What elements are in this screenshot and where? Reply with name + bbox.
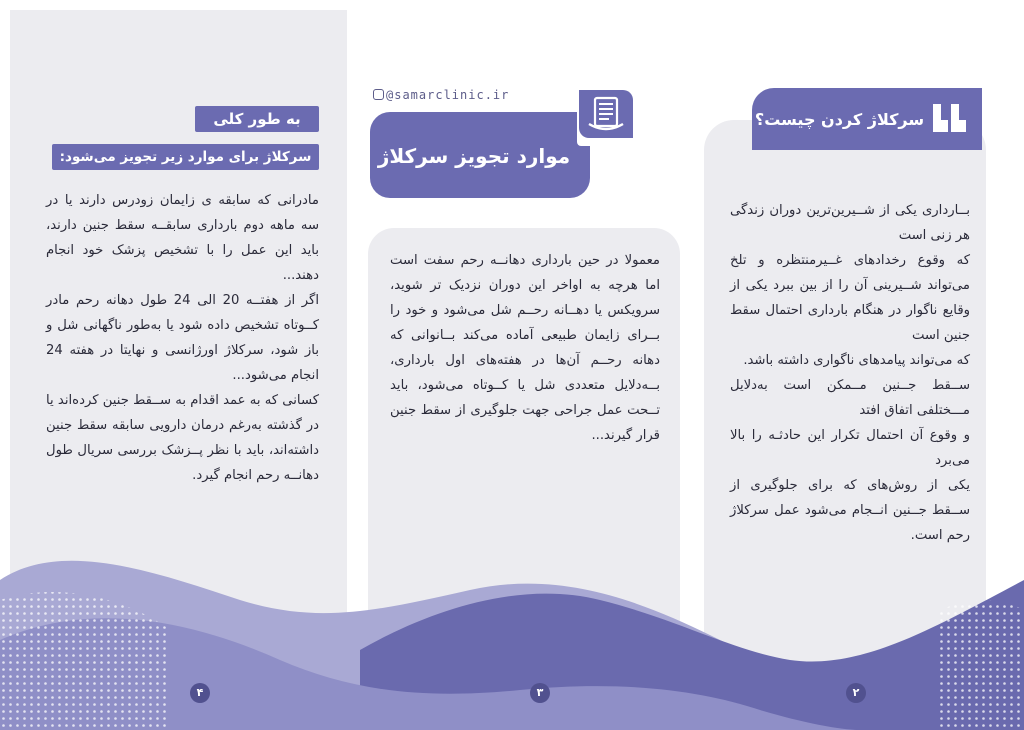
page-number-2: ۲ [846,683,866,703]
decorative-waves [0,540,1024,730]
document-report-icon [579,90,633,138]
instagram-handle: @samarclinic.ir [373,88,509,102]
right-paragraph-4: ســقط جــنین مــمکن است به‌دلایل مـــختلفی اتفاق افتد [730,378,970,418]
right-paragraph-5: و وقوع آن احتمال تکرار این حادثـه را بالا می‌برد [730,428,970,468]
left-heading-prescribed: سرکلاژ برای موارد زیر تجویز می‌شود: [52,144,319,170]
left-paragraph-2: اگر از هفتــه 20 الی 24 طول دهانه رحم مادر کــوتاه تشخیص داده شود یا به‌طور ناگهانی شل و باز شود، سرکلاژ اورژانسی و نهایتا در هفته 24 انجام می‌شود... [46,293,319,383]
left-heading-general: به طور کلی [195,106,319,132]
instagram-icon [373,89,384,100]
right-title: سرکلاژ کردن چیست؟ [754,110,925,129]
page-number-3: ۳ [530,683,550,703]
left-body-text [46,188,319,488]
right-paragraph-3: که می‌تواند پیامدهای ناگواری داشته باشد. [743,353,970,368]
bar-blocks-icon [930,100,970,136]
right-body-text [730,198,970,548]
page-number-4: ۴ [190,683,210,703]
middle-body-text [390,248,660,448]
right-paragraph-2: که وقوع رخدادهای غــیرمنتظره و تلخ می‌تواند شــیرینی آن را از بین ببرد یکی از وقایع ناگوار در هنگام بارداری احتمال سقط جنین است [730,253,970,343]
left-paragraph-3: کسانی که به عمد اقدام به ســقط جنین کرده‌اند یا در گذشته به‌رغم درمان دارویی سابقه سقط جنین داشته‌اند، باید با نظر پــزشک بررسی سریال طول دهانــه رحم انجام گیرد. [46,393,319,483]
right-paragraph-6: یکی از روش‌های که برای جلوگیری از ســقط جــنین انــجام می‌شود عمل سرکلاژ رحم است. [730,478,970,543]
middle-title: موارد تجویز سرکلاژ [377,144,571,168]
left-paragraph-1: مادرانی که سابقه ی زایمان زودرس دارند یا در سه ماهه دوم بارداری سابقــه سقط جنین دارند، باید این عمل را با تشخیص پزشک خود انجام دهند... [46,193,319,283]
right-paragraph-1: بــارداری یکی از شــیرین‌ترین دوران زندگی هر زنی است [730,203,970,243]
middle-paragraph-1: معمولا در حین بارداری دهانــه رحم سفت است اما هرچه به اواخر این دوران نزدیک تر شوید، سرویکس یا دهــانه رحــم شل می‌شود و خود را بــرای زایمان طبیعی آماده می‌کند بــانوانی که دهانه رحــم آن‌ها در هفته‌های اول بارداری، بــه‌دلایل متعددی شل یا کــوتاه می‌شود، باید تــحت عمل جراحی جهت جلوگیری از سقط جنین قرار گیرند... [390,253,660,443]
